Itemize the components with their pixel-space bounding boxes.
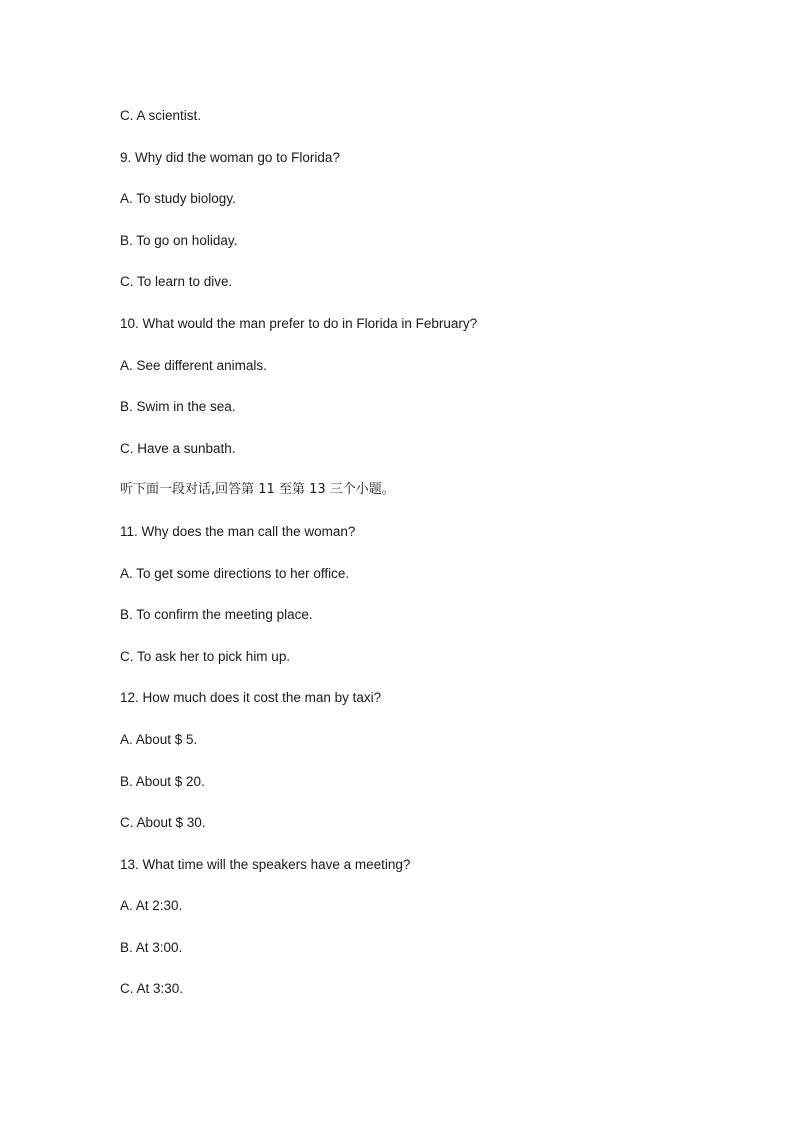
option-q10-b: B. Swim in the sea. [120,399,236,415]
option-q11-a: A. To get some directions to her office. [120,565,350,581]
option-q9-b: B. To go on holiday. [120,232,238,248]
option-q12-c: C. About $ 30. [120,815,206,831]
question-12: 12. How much does it cost the man by taxi? [120,690,382,706]
option-q10-a: A. See different animals. [120,357,267,373]
option-q11-c: C. To ask her to pick him up. [120,648,291,664]
option-q11-b: B. To confirm the meeting place. [120,607,313,623]
option-q13-a: A. At 2:30. [120,898,183,914]
option-q12-a: A. About $ 5. [120,731,198,747]
document-page [120,107,740,1022]
option-q13-b: B. At 3:00. [120,939,183,955]
option-q8-c: C. A scientist. [120,108,202,123]
question-10: 10. What would the man prefer to do in Florida in February? [120,315,478,331]
section-instruction: 听下面一段对话,回答第 11 至第 13 三个小题。 [120,482,395,498]
option-q13-c: C. At 3:30. [120,981,184,997]
question-11: 11. Why does the man call the woman? [120,523,356,539]
option-q10-c: C. Have a sunbath. [120,440,236,456]
option-q9-c: C. To learn to dive. [120,274,233,290]
question-9: 9. Why did the woman go to Florida? [120,149,340,165]
option-q9-a: A. To study biology. [120,191,236,207]
option-q12-b: B. About $ 20. [120,773,205,789]
question-13: 13. What time will the speakers have a meeting? [120,856,411,872]
